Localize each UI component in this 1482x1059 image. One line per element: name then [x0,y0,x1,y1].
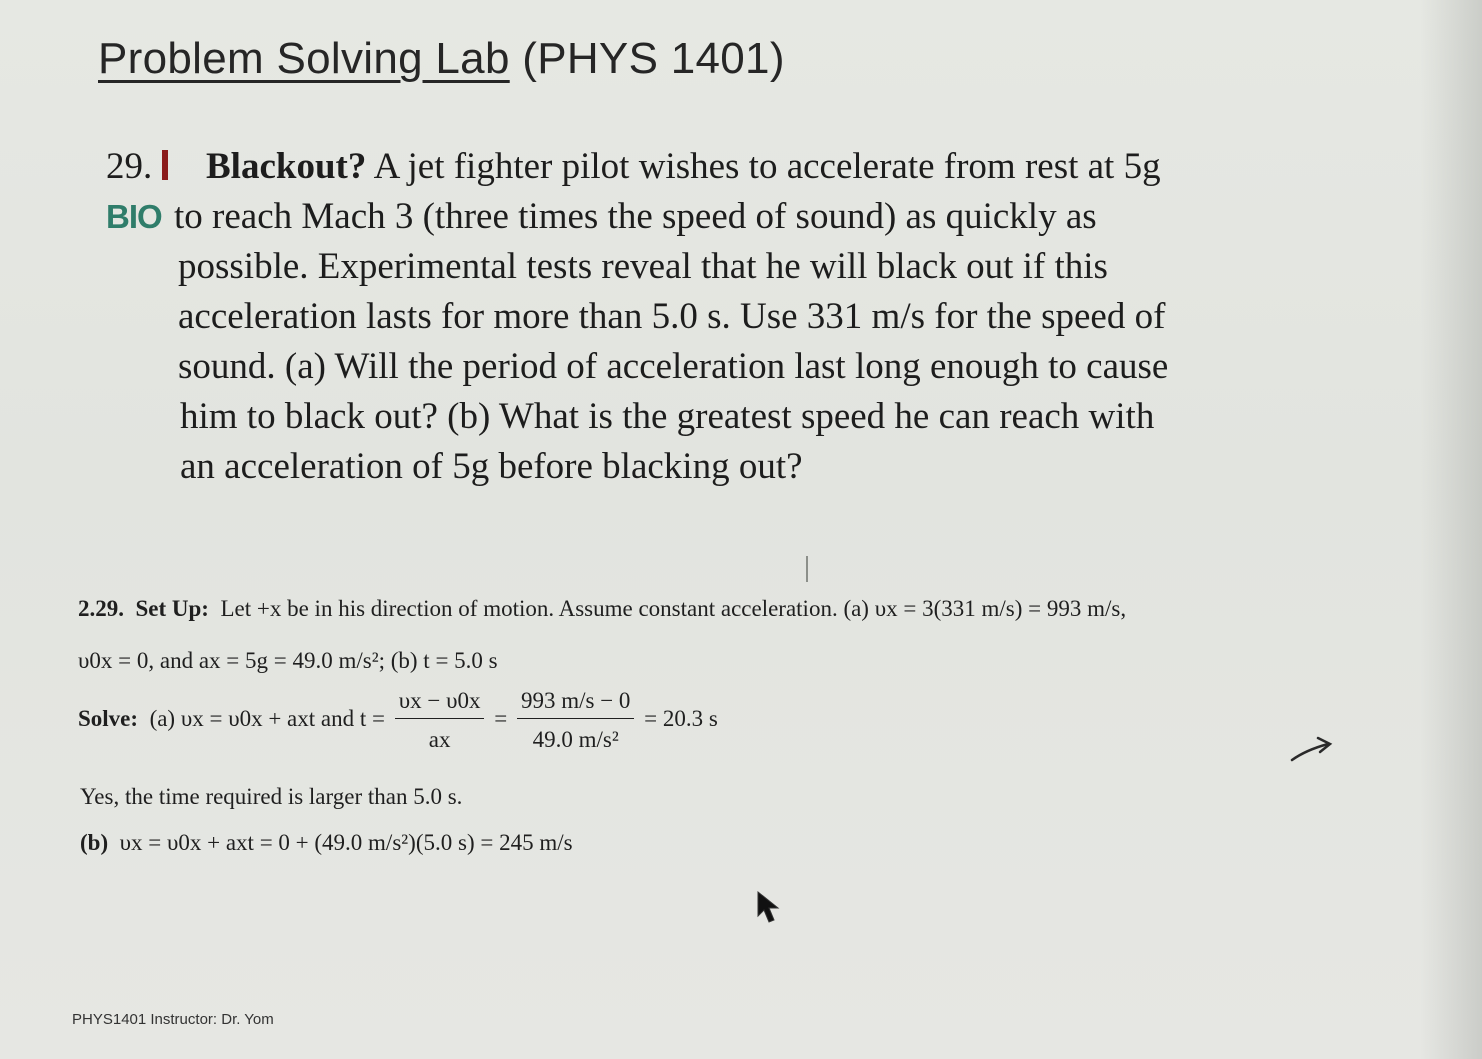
fraction-symbolic [395,688,485,753]
equals-sign: = [494,705,508,731]
result-a: = 20.3 s [644,705,718,731]
problem-number: 29. [106,146,153,187]
setup-text-1: Let +x be in his direction of motion. Assume constant acceleration. (a) υx = 3(331 m/s) = 993 m/s, [220,596,1127,621]
problem-line-6: him to black out? (b) What is the greatest speed he can reach with [180,396,1155,437]
bio-tag: BIO [106,198,162,235]
problem-line-1 [206,142,1161,192]
footer-instructor: PHYS1401 Instructor: Dr. Yom [72,1011,274,1028]
fraction-symbolic-denominator: ax [428,727,451,752]
solution-setup-line-1 [78,596,1126,622]
setup-label: Set Up: [135,596,209,621]
difficulty-bar-icon [162,150,168,180]
fraction-numeric [517,688,634,753]
problem-number-row [106,142,184,192]
mouse-pointer-icon [756,890,782,926]
solution-setup-line-2 [78,648,498,674]
solution-number: 2.29. [78,596,124,621]
solution-conclusion: Yes, the time required is larger than 5.0 s. [80,784,463,809]
fraction-numeric-numerator: 993 m/s − 0 [517,688,634,719]
problem-line-2: to reach Mach 3 (three times the speed of sound) as quickly as [174,196,1097,237]
problem-line-5: sound. (a) Will the period of acceleration last long enough to cause [178,346,1169,387]
setup-text-2: υ0x = 0, and ax = 5g = 49.0 m/s²; (b) t = 5.0 s [78,648,498,673]
title-underlined-part: Problem Solving Lab [98,34,510,83]
problem-line-4: acceleration lasts for more than 5.0 s. Use 331 m/s for the speed of [178,296,1166,337]
solve-text: (a) υx = υ0x + axt and t = [149,705,385,731]
pen-mark-icon [1290,734,1334,764]
problem-line-3: possible. Experimental tests reveal that he will black out if this [178,246,1108,287]
slide-edge-shadow [1420,0,1482,1059]
problem-line-1-rest: A jet fighter pilot wishes to accelerate from rest at 5g [366,146,1161,187]
fraction-numeric-denominator: 49.0 m/s² [532,727,619,752]
part-b-text: υx = υ0x + axt = 0 + (49.0 m/s²)(5.0 s) = 245 m/s [119,830,573,855]
marker-line [806,556,808,582]
solution-solve-line [78,688,718,753]
part-b-label: (b) [80,830,109,855]
fraction-symbolic-numerator: υx − υ0x [395,688,485,719]
solution-part-b [80,830,573,856]
problem-lead-word: Blackout? [206,146,367,187]
title-course-code: (PHYS 1401) [509,34,785,83]
solve-label: Solve: [78,705,139,731]
problem-line-7: an acceleration of 5g before blacking out? [180,446,803,487]
page-title [98,34,785,84]
